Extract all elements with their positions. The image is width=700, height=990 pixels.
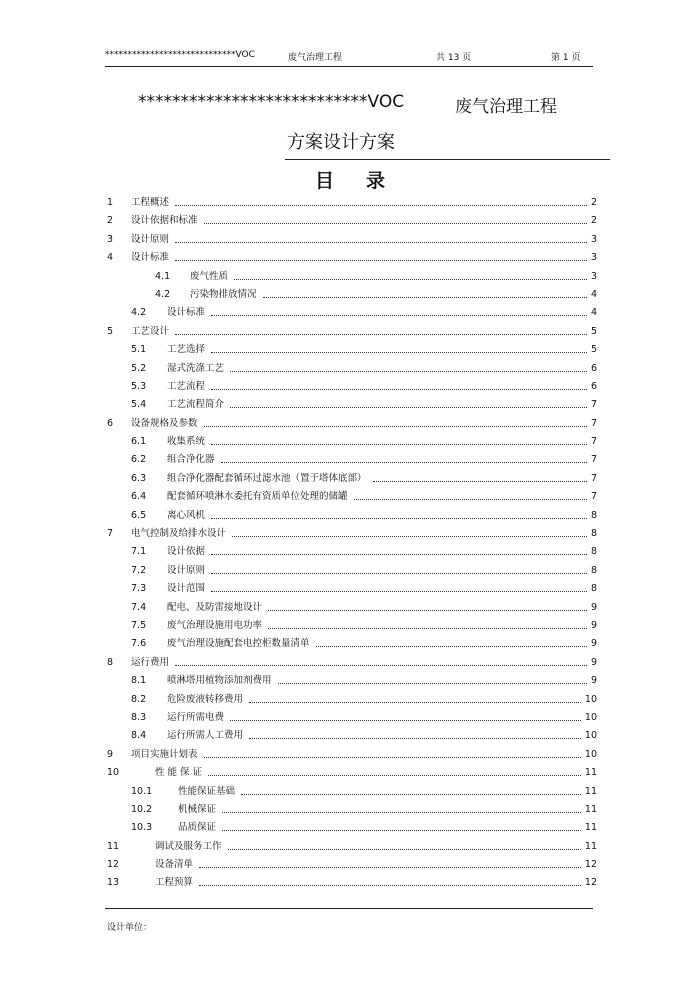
toc-entry-label: 组合净化器 xyxy=(167,454,215,466)
toc-entry-leader xyxy=(211,591,587,592)
toc-entry[interactable] xyxy=(0,856,700,874)
toc-entry-page: 10 xyxy=(584,693,597,705)
toc-entry-label: 运行费用 xyxy=(131,656,170,668)
toc-entry-label: 离心风机 xyxy=(167,509,206,521)
toc-entry[interactable] xyxy=(0,599,700,617)
toc-entry[interactable] xyxy=(0,801,700,819)
toc-entry[interactable] xyxy=(0,727,700,745)
toc-entry-label: 运行所需人工费用 xyxy=(167,730,244,742)
toc-entry-page: 4 xyxy=(590,307,597,319)
toc-entry-page: 10 xyxy=(584,748,597,760)
toc-entry-page: 12 xyxy=(584,877,597,889)
toc-entry-number: 7.1 xyxy=(131,546,147,558)
header-subject: 废气治理工程 xyxy=(288,53,343,63)
toc-heading: 目录 xyxy=(315,170,418,192)
toc-entry-label: 废气性质 xyxy=(190,270,229,282)
toc-entry-leader xyxy=(278,683,587,684)
toc-entry-number: 6.2 xyxy=(131,454,147,466)
toc-entry-page: 7 xyxy=(590,491,597,503)
toc-entry-page: 7 xyxy=(590,436,597,448)
toc-entry-label: 湿式洗涤工艺 xyxy=(167,362,225,374)
toc-entry[interactable] xyxy=(0,231,700,249)
toc-entry-leader xyxy=(175,665,587,666)
toc-entry-leader xyxy=(211,352,587,353)
toc-entry-leader xyxy=(175,260,587,261)
toc-entry-page: 7 xyxy=(590,454,597,466)
title-main: 废气治理工程 xyxy=(455,97,557,117)
toc-entry-page: 7 xyxy=(590,417,597,429)
toc-entry-number: 8 xyxy=(107,656,114,668)
toc-entry[interactable] xyxy=(0,874,700,892)
toc-entry-label: 运行所需电费 xyxy=(167,711,225,723)
toc-entry-leader xyxy=(211,554,587,555)
toc-entry-page: 8 xyxy=(590,528,597,540)
toc-entry[interactable] xyxy=(0,580,700,598)
toc-entry-page: 11 xyxy=(584,803,597,815)
toc-entry-label: 工艺流程简介 xyxy=(167,399,225,411)
toc-entry[interactable] xyxy=(0,212,700,230)
toc-entry[interactable] xyxy=(0,396,700,414)
toc-entry-number: 7.6 xyxy=(131,638,147,650)
toc-entry-page: 12 xyxy=(584,859,597,871)
toc-entry-leader xyxy=(211,518,587,519)
toc-entry-label: 危险废液转移费用 xyxy=(167,693,244,705)
toc-entry[interactable] xyxy=(0,562,700,580)
toc-entry-page: 5 xyxy=(590,325,597,337)
toc-entry-leader xyxy=(228,849,581,850)
toc-entry[interactable] xyxy=(0,470,700,488)
toc-entry-label: 项目实施计划表 xyxy=(131,748,198,760)
toc-entry-page: 9 xyxy=(590,601,597,613)
toc-entry-label: 收集系统 xyxy=(167,436,206,448)
toc-entry-leader xyxy=(354,499,587,500)
toc-entry-number: 8.3 xyxy=(131,711,147,723)
toc-entry-number: 10.3 xyxy=(131,822,153,834)
toc-entry-label: 设备规格及参数 xyxy=(131,417,198,429)
toc-entry-label: 调试及服务工作 xyxy=(155,840,222,852)
document-subtitle: 方案设计方案 xyxy=(287,132,395,153)
toc-entry-page: 3 xyxy=(590,270,597,282)
toc-entry-leader xyxy=(175,205,587,206)
toc-entry-number: 7 xyxy=(107,528,114,540)
toc-entry[interactable] xyxy=(0,378,700,396)
toc-entry-label: 设计标准 xyxy=(131,252,170,264)
toc-entry-number: 5.2 xyxy=(131,362,147,374)
toc-entry[interactable] xyxy=(0,635,700,653)
toc-entry[interactable] xyxy=(0,415,700,433)
toc-entry-number: 5.1 xyxy=(131,344,147,356)
title-project: ***************************VOC xyxy=(138,92,405,112)
toc-entry-label: 设备清单 xyxy=(155,859,194,871)
toc-entry-page: 5 xyxy=(590,344,597,356)
toc-entry-label: 设计原则 xyxy=(167,564,206,576)
toc-entry-leader xyxy=(204,757,581,758)
toc-entry-label: 喷淋塔用植物添加剂费用 xyxy=(167,675,272,687)
toc-entry[interactable] xyxy=(0,764,700,782)
toc-entry-leader xyxy=(199,885,581,886)
toc-entry-number: 4.2 xyxy=(131,307,147,319)
toc-entry-number: 8.1 xyxy=(131,675,147,687)
toc-entry[interactable] xyxy=(0,654,700,672)
toc-entry-number: 6 xyxy=(107,417,114,429)
toc-entry[interactable] xyxy=(0,838,700,856)
toc-entry-page: 4 xyxy=(590,288,597,300)
toc-entry-number: 10.2 xyxy=(131,803,153,815)
toc-entry-leader xyxy=(230,720,581,721)
toc-entry-page: 11 xyxy=(584,785,597,797)
toc-entry-page: 6 xyxy=(590,362,597,374)
toc-entry-label: 组合净化器配套循环过滤水池（置于塔体底部） xyxy=(167,472,367,484)
toc-entry-number: 6.3 xyxy=(131,472,147,484)
toc-entry-label: 设计依据 xyxy=(167,546,206,558)
toc-entry-page: 7 xyxy=(590,472,597,484)
toc-entry-label: 工程预算 xyxy=(155,877,194,889)
toc-entry-page: 11 xyxy=(584,822,597,834)
toc-entry-page: 11 xyxy=(584,767,597,779)
toc-entry-number: 5.3 xyxy=(131,380,147,392)
toc-entry-number: 8.4 xyxy=(131,730,147,742)
toc-entry-page: 6 xyxy=(590,380,597,392)
toc-entry-number: 6.4 xyxy=(131,491,147,503)
toc-entry-number: 3 xyxy=(107,233,114,245)
toc-entry-label: 配套循环喷淋水委托有资质单位处理的储罐 xyxy=(167,491,348,503)
toc-entry-number: 6.1 xyxy=(131,436,147,448)
toc-entry-leader xyxy=(230,371,587,372)
toc-entry-label: 电气控制及给排水设计 xyxy=(131,528,227,540)
toc-entry-label: 设计依据和标准 xyxy=(131,215,198,227)
toc-entry-number: 13 xyxy=(107,877,120,889)
running-header xyxy=(0,50,700,64)
toc-entry-page: 9 xyxy=(590,656,597,668)
toc-entry-number: 2 xyxy=(107,215,114,227)
toc-entry[interactable] xyxy=(0,488,700,506)
toc-entry-page: 2 xyxy=(590,197,597,208)
toc-entry-page: 8 xyxy=(590,546,597,558)
toc-entry-label: 污染物排放情况 xyxy=(190,288,257,300)
toc-entry-page: 3 xyxy=(590,252,597,264)
header-total-pages: 共 13 页 xyxy=(436,53,472,63)
toc-entry[interactable] xyxy=(0,268,700,286)
toc-entry-leader xyxy=(222,830,581,831)
toc-entry-leader xyxy=(211,389,587,390)
toc-entry-leader xyxy=(204,426,587,427)
toc-entry-label: 设计标准 xyxy=(167,307,206,319)
header-page-number: 第 1 页 xyxy=(551,53,581,63)
toc-entry-number: 12 xyxy=(107,859,120,871)
toc-entry-number: 1 xyxy=(107,197,114,208)
toc-entry-page: 8 xyxy=(590,564,597,576)
toc-entry-leader xyxy=(268,610,587,611)
toc-entry[interactable] xyxy=(0,819,700,837)
table-of-contents xyxy=(0,194,700,893)
toc-entry-label: 设计原则 xyxy=(131,233,170,245)
toc-entry-leader xyxy=(175,334,587,335)
toc-entry-label: 工艺设计 xyxy=(131,325,170,337)
toc-entry-leader xyxy=(204,223,587,224)
toc-entry[interactable] xyxy=(0,194,700,212)
toc-entry-leader xyxy=(211,444,587,445)
toc-entry-page: 10 xyxy=(584,711,597,723)
toc-entry-leader xyxy=(232,536,587,537)
toc-entry-label: 性能保证基础 xyxy=(178,785,236,797)
toc-entry-leader xyxy=(316,646,587,647)
toc-entry-leader xyxy=(208,775,581,776)
toc-entry-leader xyxy=(249,702,581,703)
title-divider xyxy=(285,159,610,160)
toc-entry-leader xyxy=(199,867,581,868)
toc-entry-number: 11 xyxy=(107,840,120,852)
document-title xyxy=(0,92,700,118)
toc-entry[interactable] xyxy=(0,341,700,359)
toc-entry-leader xyxy=(175,242,587,243)
toc-entry-label: 工程概述 xyxy=(131,197,170,208)
toc-entry-label: 品质保证 xyxy=(178,822,217,834)
toc-entry-leader xyxy=(263,297,587,298)
toc-entry[interactable] xyxy=(0,304,700,322)
toc-entry[interactable] xyxy=(0,286,700,304)
toc-entry-page: 9 xyxy=(590,619,597,631)
toc-entry-label: 机械保证 xyxy=(178,803,217,815)
footer-designer: 设计单位： xyxy=(107,923,153,933)
toc-entry-page: 9 xyxy=(590,675,597,687)
toc-entry-number: 8.2 xyxy=(131,693,147,705)
header-project: *****************************VOC xyxy=(105,50,255,60)
toc-entry-leader xyxy=(241,794,581,795)
toc-entry-page: 10 xyxy=(584,730,597,742)
toc-entry-page: 8 xyxy=(590,583,597,595)
toc-entry-label: 工艺选择 xyxy=(167,344,206,356)
toc-entry[interactable] xyxy=(0,451,700,469)
toc-entry-page: 7 xyxy=(590,399,597,411)
toc-entry[interactable] xyxy=(0,691,700,709)
toc-entry-leader xyxy=(249,738,581,739)
footer-divider xyxy=(105,908,593,909)
toc-entry-leader xyxy=(268,628,587,629)
toc-entry-number: 7.2 xyxy=(131,564,147,576)
toc-entry-label: 废气治理设施用电功率 xyxy=(167,619,263,631)
toc-entry-number: 10 xyxy=(107,767,120,779)
toc-entry-number: 4 xyxy=(107,252,114,264)
toc-entry[interactable] xyxy=(0,525,700,543)
toc-entry-leader xyxy=(222,812,581,813)
toc-entry-leader xyxy=(230,407,587,408)
toc-entry-number: 5.4 xyxy=(131,399,147,411)
toc-entry-number: 4.1 xyxy=(155,270,171,282)
toc-entry-number: 7.4 xyxy=(131,601,147,613)
header-divider xyxy=(105,66,593,67)
toc-entry-number: 9 xyxy=(107,748,114,760)
toc-entry-label: 设计范围 xyxy=(167,583,206,595)
toc-entry[interactable] xyxy=(0,323,700,341)
toc-entry-number: 5 xyxy=(107,325,114,337)
toc-entry-leader xyxy=(211,315,587,316)
toc-entry[interactable] xyxy=(0,746,700,764)
toc-entry[interactable] xyxy=(0,617,700,635)
toc-entry-number: 7.5 xyxy=(131,619,147,631)
toc-entry-leader xyxy=(221,462,587,463)
toc-entry[interactable] xyxy=(0,543,700,561)
toc-entry-leader xyxy=(373,481,587,482)
toc-entry-label: 工艺流程 xyxy=(167,380,206,392)
toc-entry-label: 配电、及防雷接地设计 xyxy=(167,601,263,613)
toc-entry-page: 2 xyxy=(590,215,597,227)
toc-entry-number: 4.2 xyxy=(155,288,171,300)
toc-entry[interactable] xyxy=(0,672,700,690)
toc-entry-label: 性 能 保 证 xyxy=(155,767,203,779)
toc-entry-leader xyxy=(234,279,587,280)
toc-entry[interactable] xyxy=(0,783,700,801)
toc-entry[interactable] xyxy=(0,433,700,451)
toc-entry-page: 3 xyxy=(590,233,597,245)
toc-entry-number: 7.3 xyxy=(131,583,147,595)
toc-entry-number: 6.5 xyxy=(131,509,147,521)
toc-entry-page: 11 xyxy=(584,840,597,852)
toc-entry-number: 10.1 xyxy=(131,785,153,797)
toc-entry[interactable] xyxy=(0,360,700,378)
toc-entry[interactable] xyxy=(0,249,700,267)
toc-entry-page: 8 xyxy=(590,509,597,521)
toc-entry-page: 9 xyxy=(590,638,597,650)
toc-entry[interactable] xyxy=(0,507,700,525)
toc-entry-label: 废气治理设施配套电控柜数量清单 xyxy=(167,638,310,650)
toc-entry-leader xyxy=(211,573,587,574)
toc-entry[interactable] xyxy=(0,709,700,727)
